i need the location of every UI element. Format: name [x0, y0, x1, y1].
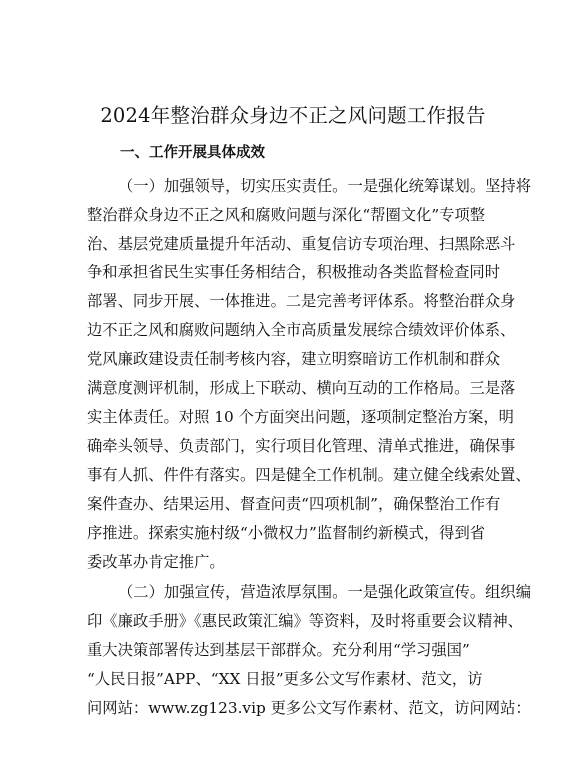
paragraph-line: 委改革办肯定推广。 [87, 553, 225, 571]
paragraph-line: 争和承担省民生实事任务相结合，积极推动各类监督检查同时 [87, 263, 501, 281]
paragraph-line: 边不正之风和腐败问题纳入全市高质量发展综合绩效评价体系、 [87, 321, 516, 339]
paragraph-line: 治、基层党建质量提升年活动、重复信访专项治理、扫黑除恶斗 [87, 235, 516, 253]
paragraph-line: 序推进。探索实施村级“小微权力”监督制约新模式，得到省 [87, 524, 486, 542]
paragraph-line: 实主体责任。对照 10 个方面突出问题，逐项制定整治方案，明 [87, 408, 514, 426]
paragraph-line: 案件查办、结果运用、督查问责“四项机制”，确保整治工作有 [87, 495, 501, 513]
paragraph-line: 党风廉政建设责任制考核内容，建立明察暗访工作机制和群众 [87, 350, 501, 368]
paragraph-line: 部署、同步开展、一体推进。二是完善考评体系。将整治群众身 [87, 292, 516, 310]
paragraph-line: 事有人抓、件件有落实。四是健全工作机制。建立健全线索处置、 [87, 466, 531, 484]
paragraph-line: （一）加强领导，切实压实责任。一是强化统筹谋划。坚持将 [118, 177, 532, 195]
paragraph-line: 确牵头领导、负责部门，实行项目化管理、清单式推进，确保事 [87, 437, 516, 455]
document-title: 2024年整治群众身边不正之风问题工作报告 [100, 104, 486, 127]
paragraph-line: 整治群众身边不正之风和腐败问题与深化“帮圈文化”专项整 [87, 206, 486, 224]
paragraph-line: 印《廉政手册》《惠民政策汇编》等资料，及时将重要会议精神、 [87, 612, 523, 630]
section-heading: 一、工作开展具体成效 [120, 144, 265, 161]
paragraph-line: “人民日报”APP、“XX 日报”更多公文写作素材、范文，访 [87, 670, 483, 688]
paragraph-line: 满意度测评机制，形成上下联动、横向互动的工作格局。三是落 [87, 379, 516, 397]
paragraph-line: 问网站：www.zg123.vip 更多公文写作素材、范文，访问网站： [87, 699, 531, 717]
paragraph-line: （二）加强宣传，营造浓厚氛围。一是强化政策宣传。组织编 [118, 583, 532, 601]
paragraph-line: 重大决策部署传达到基层干部群众。充分利用“学习强国” [87, 641, 470, 659]
